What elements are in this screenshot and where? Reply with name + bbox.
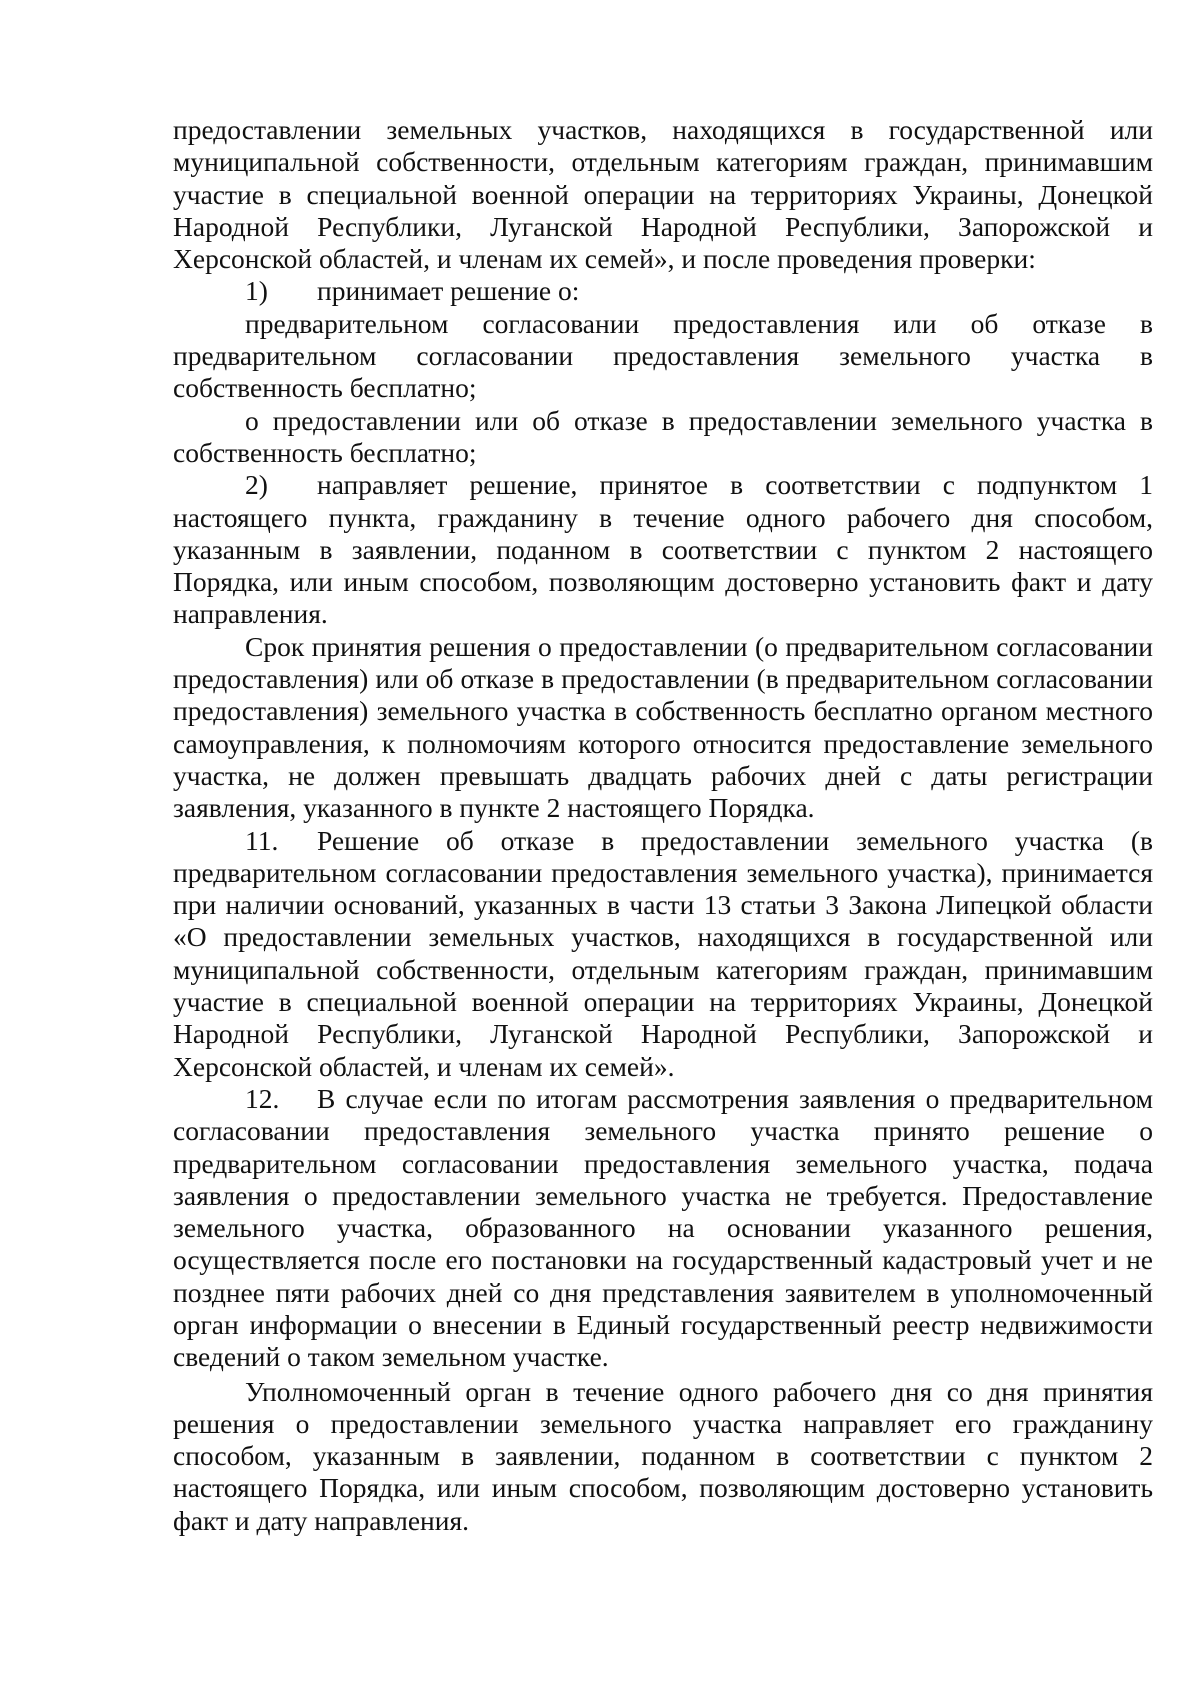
paragraph-text: принимает решение о: — [317, 275, 580, 307]
section-number: 11. — [245, 824, 279, 856]
section-number: 12. — [245, 1082, 280, 1114]
paragraph-provision-decision — [173, 405, 1153, 470]
item-number: 2) — [245, 469, 268, 501]
paragraph-item-1 — [173, 275, 1153, 307]
paragraph-text: Решение об отказе в предоставлении земельного участка (в предварительном согласовании предоставления земельного участка), принимается при наличии оснований, указанных в части 13 статьи 3 Закона Липецкой области «О предоставлении земельных участков, находящихся в государственной или муниципальной собственности, отдельным категориям граждан, принимавшим участие в специальной военной операции на территориях Украины, Донецкой Народной Республики, Луганской Народной Республики, Запорожской и Херсонской областей, и членам их семей». — [173, 824, 1153, 1082]
paragraph-preliminary-approval — [173, 308, 1153, 405]
paragraph-section-12 — [173, 1083, 1153, 1374]
paragraph-text: Уполномоченный орган в течение одного рабочего дня со дня принятия решения о предоставлении земельного участка направляет его гражданину способом, указанным в заявлении, поданном в соответствии с пунктом 2 настоящего Порядка, или иным способом, позволяющим достоверно установить факт и дату направления. — [173, 1375, 1153, 1536]
paragraph-decision-deadline — [173, 631, 1153, 825]
paragraph-text: Срок принятия решения о предоставлении (о предварительном согласовании предоставления) или об отказе в предоставлении (в предварительном согласовании предоставления) земельного участка в собственность бесплатно органом местного самоуправления, к полномочиям которого относится предоставление земельного участка, не должен превышать двадцать рабочих дней с даты регистрации заявления, указанного в пункте 2 настоящего Порядка. — [173, 630, 1153, 824]
paragraph-continuation — [173, 114, 1153, 275]
document-page — [173, 114, 1153, 1537]
paragraph-section-11 — [173, 825, 1153, 1083]
paragraph-authorized-body — [173, 1376, 1153, 1537]
paragraph-text: предварительном согласовании предоставления или об отказе в предварительном согласовании предоставления земельного участка в собственность бесплатно; — [173, 307, 1153, 404]
item-number: 1) — [245, 275, 268, 307]
paragraph-item-2 — [173, 469, 1153, 630]
paragraph-text: предоставлении земельных участков, находящихся в государственной или муниципальной собственности, отдельным категориям граждан, принимавшим участие в специальной военной операции на территориях Украины, Донецкой Народной Республики, Луганской Народной Республики, Запорожской и Херсонской областей, и членам их семей», и после проведения проверки: — [173, 114, 1153, 275]
paragraph-text: направляет решение, принятое в соответствии с подпунктом 1 настоящего пункта, гражданину в течение одного рабочего дня способом, указанным в заявлении, поданном в соответствии с пунктом 2 настоящего Порядка, или иным способом, позволяющим достоверно установить факт и дату направления. — [173, 469, 1153, 630]
paragraph-text: В случае если по итогам рассмотрения заявления о предварительном согласовании предоставления земельного участка принято решение о предварительном согласовании предоставления земельного участка, подача заявления о предоставлении земельного участка не требуется. Предоставление земельного участка, образованного на основании указанного решения, осуществляется после его постановки на государственный кадастровый учет и не позднее пяти рабочих дней со дня представления заявителем в уполномоченный орган информации о внесении в Единый государственный реестр недвижимости сведений о таком земельном участке. — [173, 1082, 1153, 1373]
paragraph-text: о предоставлении или об отказе в предоставлении земельного участка в собственность бесплатно; — [173, 404, 1153, 468]
